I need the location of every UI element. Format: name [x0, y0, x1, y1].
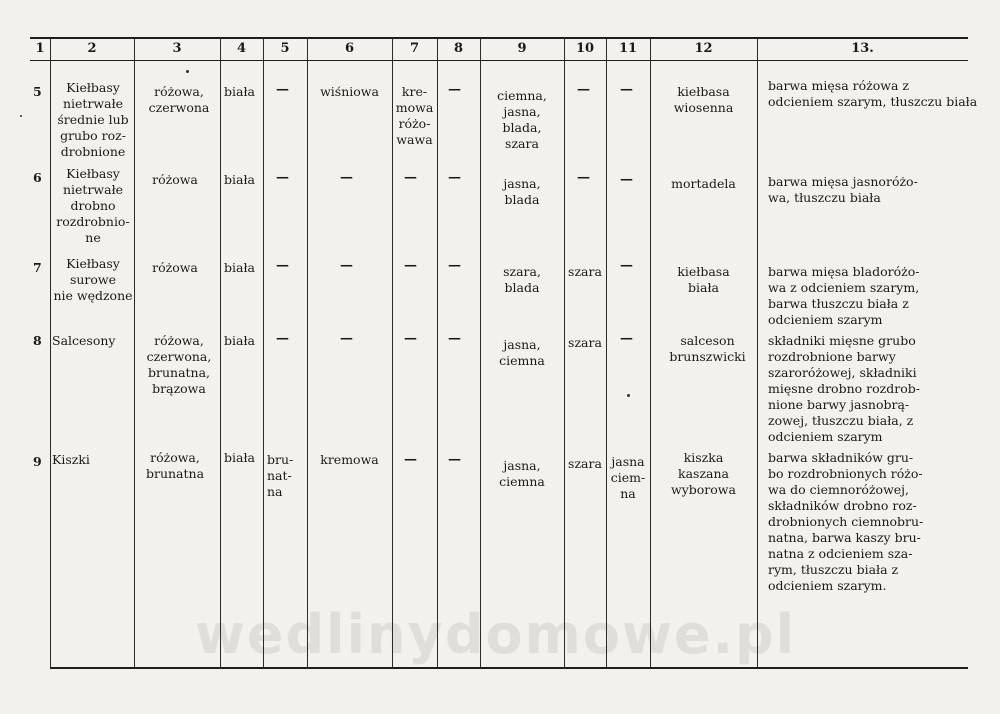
header-col-13: 13. — [851, 41, 874, 56]
dash-cell: — — [404, 331, 417, 346]
row-number: 5 — [33, 84, 42, 99]
header-col-9: 9 — [517, 41, 527, 56]
shade-cell: szara — [568, 264, 602, 279]
surface-color-cell: wiśniowa — [320, 84, 379, 99]
color-cell: różowa, brunatna — [145, 450, 205, 481]
dash-cell: — — [276, 258, 289, 273]
header-col-4: 4 — [236, 41, 247, 56]
shade-cell: jasna, ciemna — [499, 458, 545, 489]
col-divider — [50, 38, 51, 668]
example-product-cell: kiszka kaszana wyborowa — [671, 450, 736, 497]
surface-color-cell: kremowa — [320, 452, 379, 467]
casing-color-cell: kre- mowa różo- wawa — [395, 84, 434, 147]
shade-cell: szara — [568, 456, 602, 471]
header-col-11: 11 — [618, 41, 638, 56]
color-cell: różowa, czerwona — [148, 84, 210, 115]
dash-cell: — — [340, 258, 353, 273]
dash-cell: — — [448, 331, 461, 346]
row-number: 8 — [33, 333, 42, 348]
description-cell: barwa składników gru- bo rozdrobnionych różo- wa do ciemnoróżowej, składników drobno roz- drobnionych ciemnobru- natna, barwa kaszy bru- natna z odcieniem sza- rym, tłuszczu biała z odcieniem szarym. — [768, 450, 924, 593]
description-cell: barwa mięsa różowa z odcieniem szarym, tłuszczu biała — [768, 78, 978, 109]
shade-cell: ciemna, jasna, blada, szara — [497, 88, 547, 151]
header-col-10: 10 — [575, 41, 595, 56]
col-divider — [606, 38, 607, 668]
fat-color-cell: biała — [224, 172, 255, 187]
dash-cell: — — [276, 170, 289, 185]
col-divider — [263, 38, 264, 668]
header-col-2: 2 — [87, 41, 97, 56]
header-col-5: 5 — [280, 41, 290, 56]
description-cell: barwa mięsa jasnoróżo- wa, tłuszczu biała — [768, 174, 918, 205]
watermark: wedlinydomowe.pl — [195, 603, 797, 666]
color-cell: różowa, czerwona, brunatna, brązowa — [146, 333, 212, 396]
product-name: Kiełbasy surowe nie wędzone — [53, 256, 133, 303]
dash-cell: — — [620, 82, 633, 97]
fat-color-cell: biała — [224, 84, 255, 99]
fat-color-cell: biała — [224, 333, 255, 348]
dash-cell: — — [448, 82, 461, 97]
product-name: Kiełbasy nietrwałe drobno rozdrobnio- ne — [56, 166, 130, 245]
table-top-rule — [30, 37, 968, 39]
fat-color-cell: biała — [224, 260, 255, 275]
product-name: Kiszki — [52, 452, 90, 467]
dash-cell: — — [577, 170, 590, 185]
row-number: 7 — [33, 260, 42, 275]
dash-cell: — — [404, 170, 417, 185]
example-product-cell: salceson brunszwicki — [669, 333, 746, 364]
description-cell: składniki mięsne grubo rozdrobnione barwy szaroróżowej, składniki mięsne drobno rozdrob- nione barwy jasnobrą- zowej, tłuszczu biała, z odcieniem szarym — [768, 333, 920, 444]
example-product-cell: mortadela — [671, 176, 736, 191]
scan-speck — [20, 115, 22, 117]
row-number: 6 — [33, 170, 42, 185]
dash-cell: — — [340, 331, 353, 346]
description-cell: barwa mięsa bladoróżo- wa z odcieniem szarym, barwa tłuszczu biała z odcieniem szarym — [768, 264, 920, 327]
col-divider — [134, 38, 135, 668]
dash-cell: — — [620, 331, 633, 346]
casing-shade-cell: bru- nat- na — [267, 452, 294, 499]
scan-speck — [627, 394, 630, 397]
example-product-cell: kiełbasa biała — [677, 264, 730, 295]
dash-cell: — — [448, 452, 461, 467]
dash-cell: — — [620, 258, 633, 273]
header-col-7: 7 — [409, 41, 420, 56]
dash-cell: — — [404, 258, 417, 273]
header-col-3: 3 — [172, 41, 182, 56]
color-cell: różowa — [152, 172, 198, 187]
product-name: Kiełbasy nietrwałe średnie lub grubo roz- drobnione — [57, 80, 129, 159]
col-divider — [437, 38, 438, 668]
col-divider — [307, 38, 308, 668]
dash-cell: — — [620, 172, 633, 187]
product-name: Salcesony — [52, 333, 116, 348]
header-col-8: 8 — [453, 41, 464, 56]
dash-cell: — — [276, 82, 289, 97]
col-divider — [564, 38, 565, 668]
color-cell: różowa — [152, 260, 198, 275]
col-divider — [220, 38, 221, 668]
header-bottom-rule — [30, 60, 968, 61]
col-divider — [650, 38, 651, 668]
header-col-1: 1 — [35, 41, 45, 56]
dash-cell: — — [448, 170, 461, 185]
scan-speck — [186, 70, 189, 73]
header-col-12: 12 — [694, 41, 713, 56]
dash-cell: — — [448, 258, 461, 273]
dash-cell: — — [404, 452, 417, 467]
shade-cell: szara, blada — [503, 264, 541, 295]
example-product-cell: kiełbasa wiosenna — [673, 84, 734, 115]
dash-cell: — — [276, 331, 289, 346]
shade-cell: jasna, ciemna — [499, 337, 545, 368]
dash-cell: — — [340, 170, 353, 185]
shade-cell: jasna ciem- na — [610, 454, 646, 501]
header-col-6: 6 — [344, 41, 355, 56]
fat-color-cell: biała — [224, 450, 255, 465]
row-number: 9 — [33, 454, 42, 469]
shade-cell: jasna, blada — [503, 176, 541, 207]
table-bottom-rule — [50, 667, 968, 669]
dash-cell: — — [577, 82, 590, 97]
shade-cell: szara — [568, 335, 602, 350]
